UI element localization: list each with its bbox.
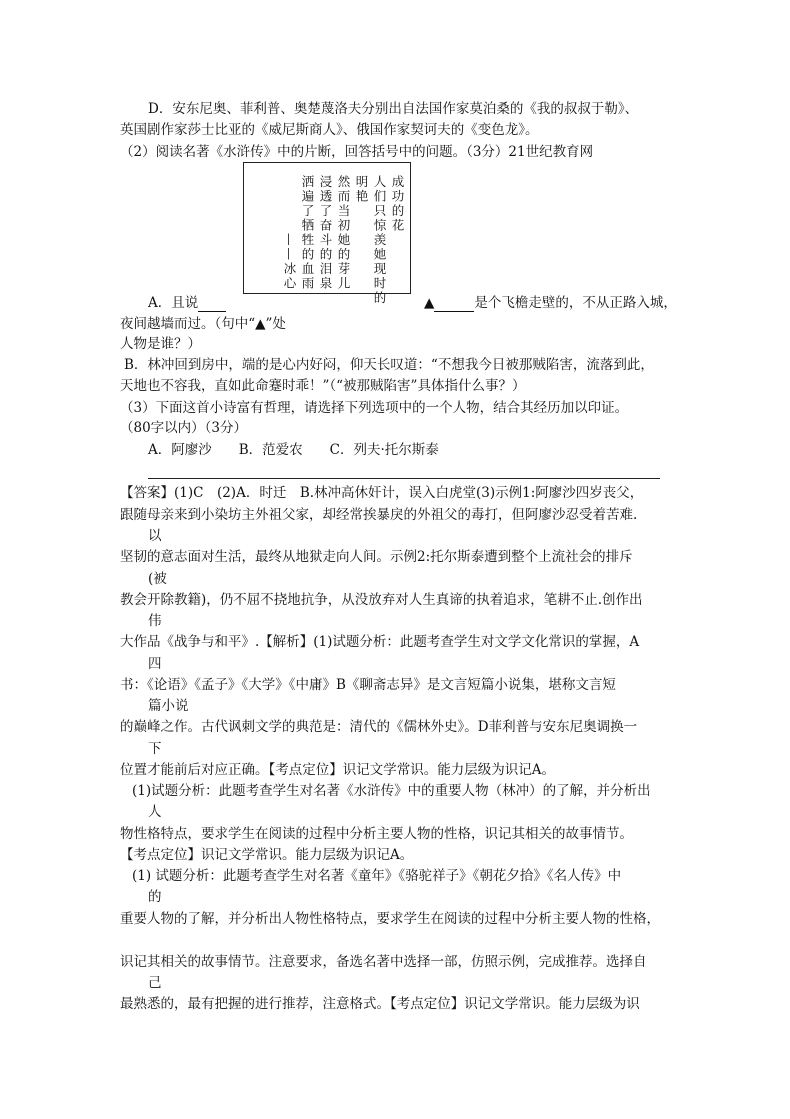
answer-line: (1) 试题分析：此题考查学生对名著《童年》《骆驼祥子》《朝花夕拾》《名人传》中 xyxy=(132,868,622,884)
answer-line: 物性格特点，要求学生在阅读的过程中分析主要人物的性格，识记其相关的故事情节。 xyxy=(120,826,633,842)
question-3-limit: （80字以内）（3分） xyxy=(120,420,248,436)
poem-col-1: 成功的花 xyxy=(390,175,405,233)
q2a-line3: 人物是谁？） xyxy=(120,336,201,352)
poem-col-2: 人们只惊羡她现时的 xyxy=(372,175,387,306)
answer-line: 下 xyxy=(148,741,162,757)
answer-line: 【答案】(1)C (2)A．时迁 B.林冲高休奸计，误入白虎堂(3)示例1:阿廖沙四岁丧父， xyxy=(120,485,644,501)
answer-blank xyxy=(198,297,226,312)
q2b-line2: 天地也不容我，直如此命蹇时乖！”（“被那贼陷害”具体指什么事？） xyxy=(120,378,526,394)
poem-col-5: 浸透了奋斗的泪泉 xyxy=(318,175,333,291)
answer-line: 大作品《战争与和平》.【解析】(1)试题分析：此题考查学生对文学文化常识的掌握，A xyxy=(120,634,640,650)
answer-line: 以 xyxy=(148,528,162,544)
answer-line: 识记其相关的故事情节。注意要求，备选名著中选择一部，仿照示例，完成推荐。选择自 xyxy=(120,954,647,970)
answer-line: 的巅峰之作。古代讽刺文学的典范是：清代的《儒林外史》。D菲利普与安东尼奥调换一 xyxy=(120,719,638,735)
poem-col-6: 洒遍了牺牲的血雨 xyxy=(300,175,315,291)
option-d-line1: D．安东尼奥、菲利普、奥楚蔑洛夫分别出自法国作家莫泊桑的《我的叔叔于勒》、 xyxy=(148,101,639,117)
answer-line: 跟随母亲来到小染坊主外祖父家，却经常挨暴戾的外祖父的毒打，但阿廖沙忍受着苦难. xyxy=(120,507,638,523)
answer-line: 位置才能前后对应正确。【考点定位】识记文学常识。能力层级为识记A。 xyxy=(120,762,555,778)
answer-line: 最熟悉的，最有把握的进行推荐，注意格式。【考点定位】识记文学常识。能力层级为识 xyxy=(120,996,640,1012)
poem-box xyxy=(243,162,411,306)
answer-blank-2 xyxy=(434,297,474,312)
answer-divider xyxy=(148,478,660,479)
answer-line: 篇小说 xyxy=(148,698,189,714)
poem-col-3: 明艳 xyxy=(354,175,369,204)
answer-line: 坚韧的意志面对生活，最终从地狱走向人间。示例2:托尔斯泰遭到整个上流社会的排斥 xyxy=(120,549,633,565)
q2a-prefix: A．且说 xyxy=(148,295,199,311)
q2a-line1-right xyxy=(424,294,677,312)
answer-line: 四 xyxy=(148,656,162,672)
q2a-line2: 夜间越墙而过。（句中“▲”处 xyxy=(120,316,286,332)
answer-line: 人 xyxy=(148,804,162,820)
answer-line: 伟 xyxy=(148,613,162,629)
answer-line: 【考点定位】识记文学常识。能力层级为识记A。 xyxy=(120,847,414,863)
question-2-prompt: （2）阅读名著《水浒传》中的片断，回答括号中的问题。（3分）21世纪教育网 xyxy=(120,144,594,160)
answer-line: 己 xyxy=(148,975,162,991)
question-3-prompt: （3）下面这首小诗富有哲理，请选择下列选项中的一个人物，结合其经历加以印证。 xyxy=(120,400,629,416)
question-3-options: A．阿廖沙 B．范爱农 C．列夫·托尔斯泰 xyxy=(148,442,439,458)
triangle-marker: ▲ xyxy=(424,295,435,311)
poem-col-4: 然而当初她的芽儿 xyxy=(336,175,351,291)
answer-line: 的 xyxy=(148,889,162,905)
answer-line: (1)试题分析：此题考查学生对名著《水浒传》中的重要人物（林冲）的了解，并分析出 xyxy=(132,783,651,799)
q2b-line1: B．林冲回到房中，端的是心内好闷，仰天长叹道：“不想我今日被那贼陷害，流落到此， xyxy=(124,357,654,373)
poem-author: ——冰心 xyxy=(282,233,297,291)
answer-line: (被 xyxy=(148,571,167,587)
q2a-suffix: 是个飞檐走壁的，不从正路入城， xyxy=(474,295,677,311)
answer-line: 重要人物的了解，并分析出人物性格特点，要求学生在阅读的过程中分析主要人物的性格， xyxy=(120,911,660,927)
answer-line: 教会开除教籍)，仍不屈不挠地抗争，从没放弃对人生真谛的执着追求，笔耕不止.创作出 xyxy=(120,592,643,608)
q2a-line1 xyxy=(148,294,226,312)
option-d-line2: 英国剧作家莎士比亚的《威尼斯商人》、俄国作家契诃夫的《变色龙》。 xyxy=(120,122,539,138)
answer-line: 书：《论语》《孟子》《大学》《中庸》B《聊斋志异》是文言短篇小说集，堪称文言短 xyxy=(120,677,616,693)
